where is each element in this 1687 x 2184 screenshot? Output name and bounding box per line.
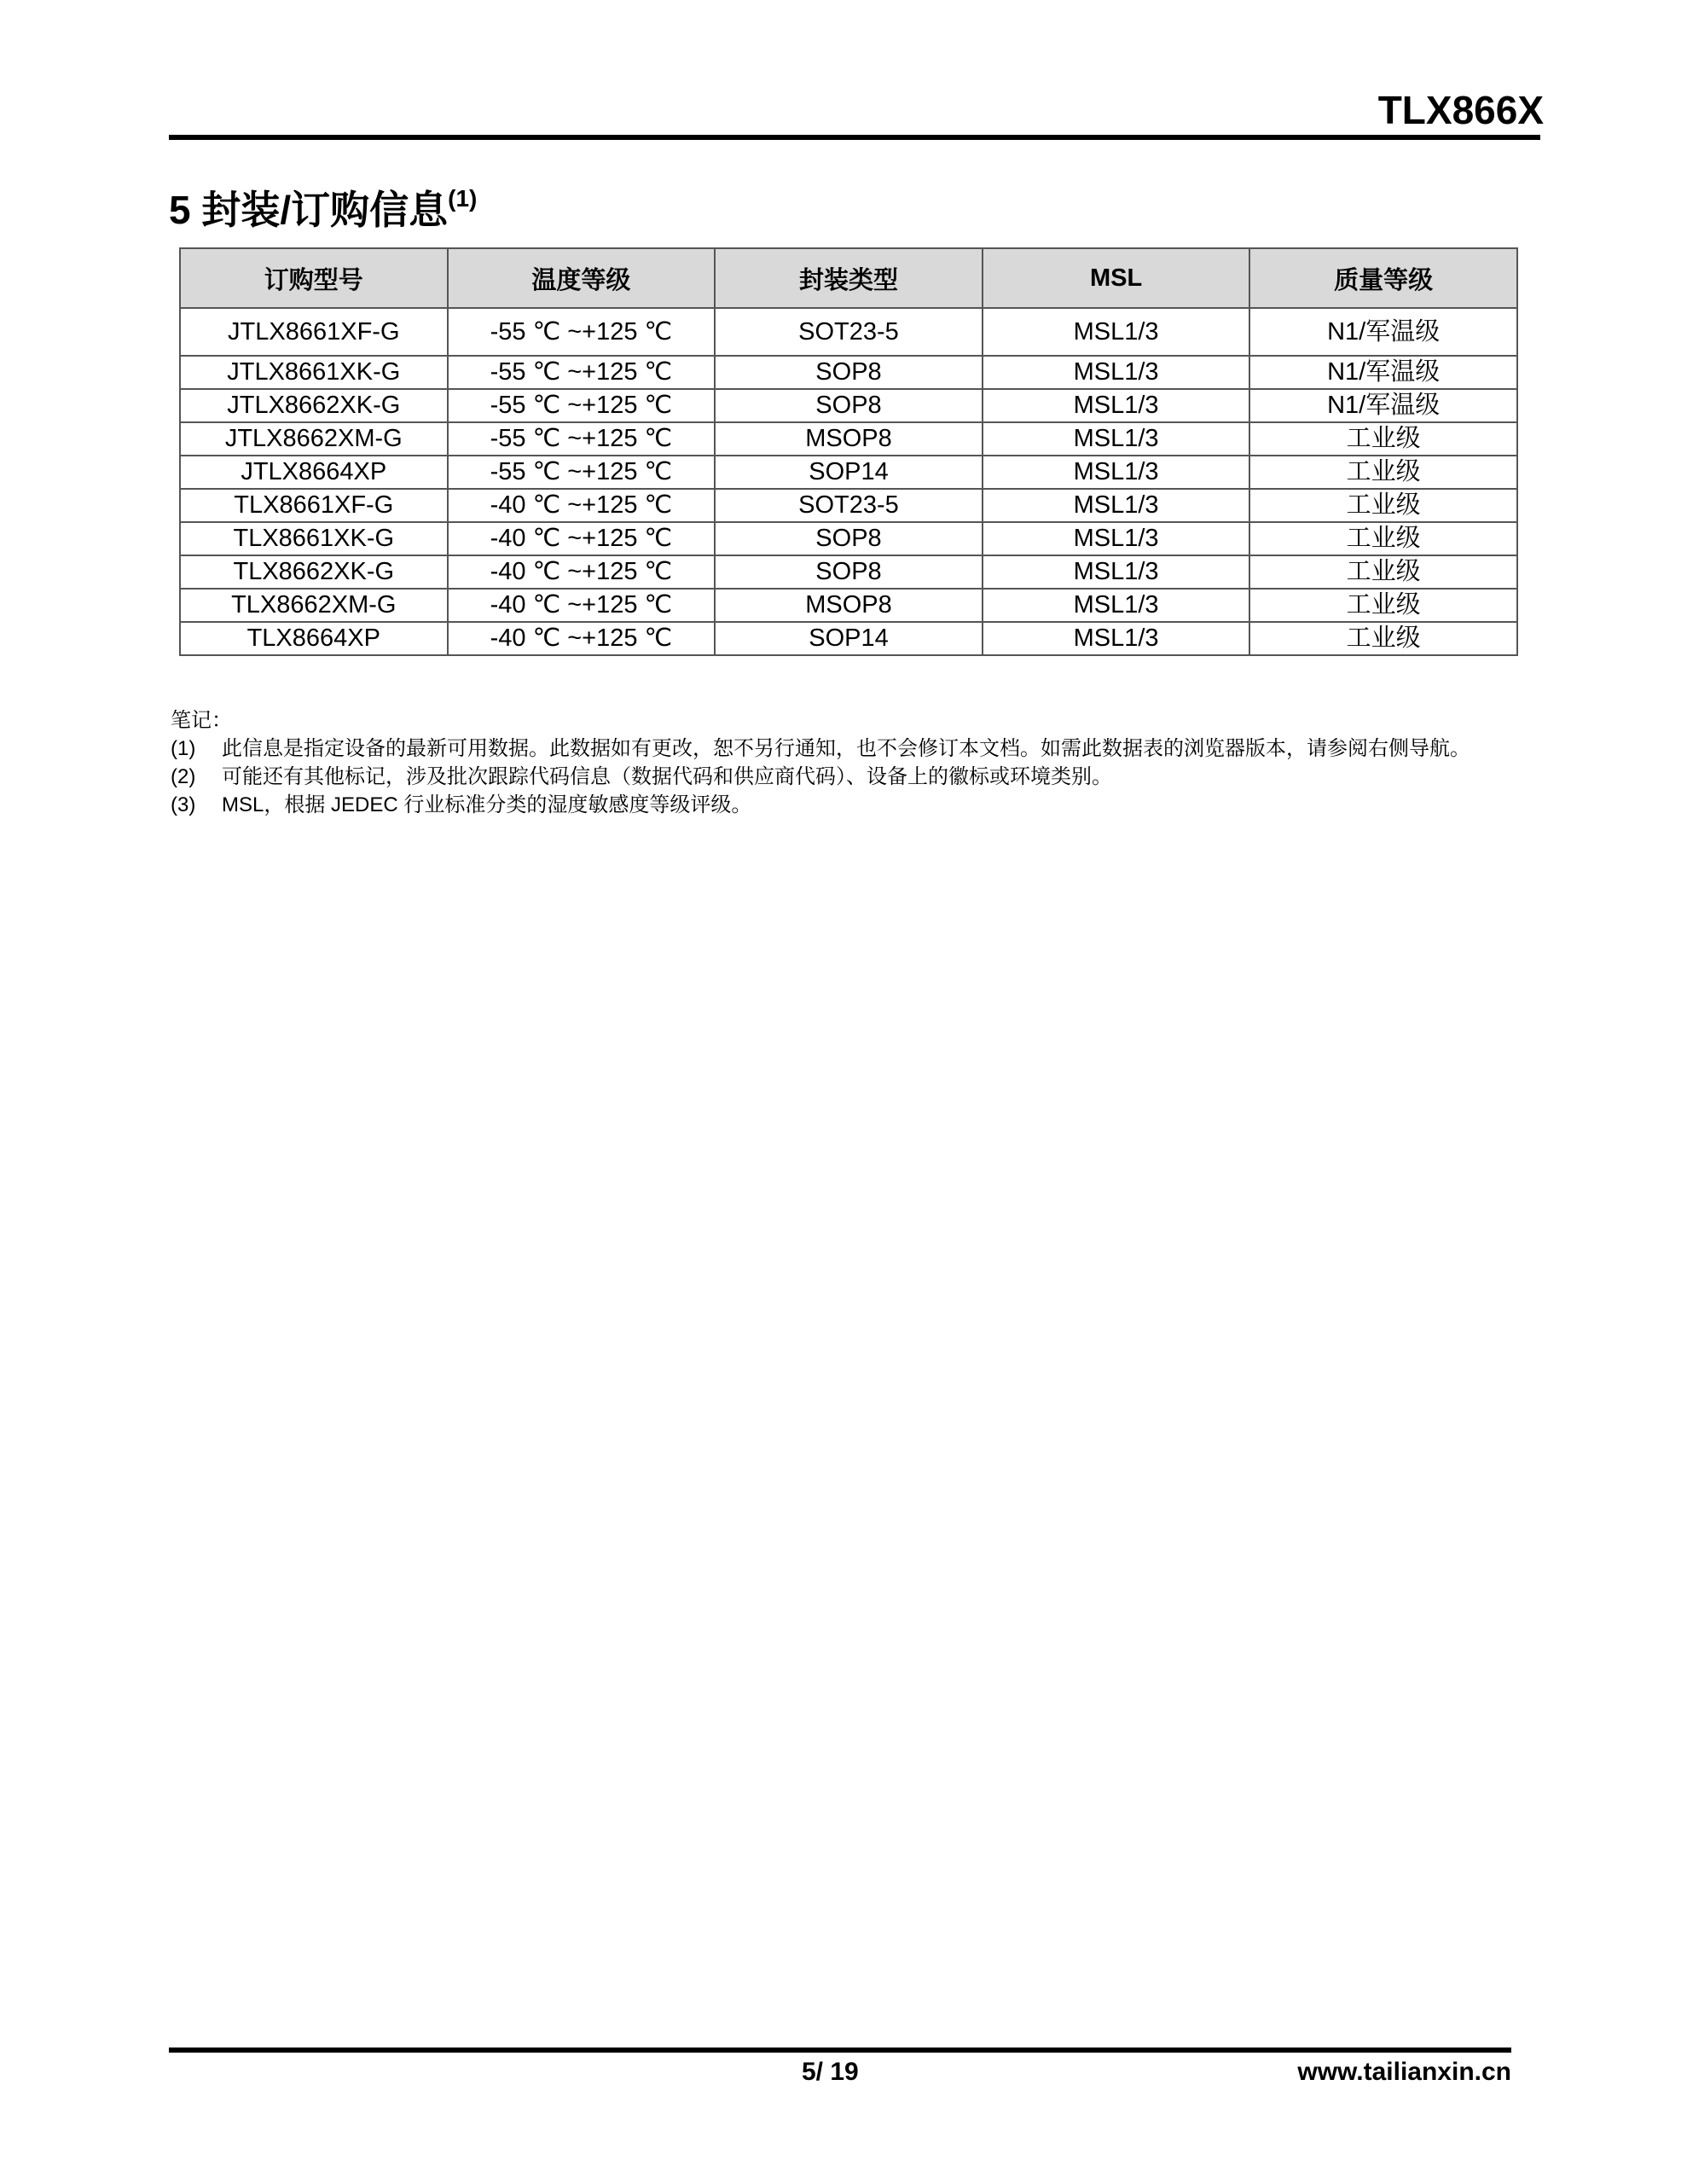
- cell-quality: 工业级: [1249, 422, 1517, 456]
- section-title: [169, 179, 477, 235]
- cell-quality: 工业级: [1249, 456, 1517, 489]
- column-header-temperature: 温度等级: [448, 248, 716, 308]
- cell-package: SOT23-5: [715, 308, 983, 356]
- cell-quality: 工业级: [1249, 589, 1517, 622]
- footer-rule: [169, 2048, 1511, 2053]
- cell-temperature: -55 ℃ ~+125 ℃: [448, 456, 716, 489]
- cell-temperature: -55 ℃ ~+125 ℃: [448, 308, 716, 356]
- cell-package: SOP14: [715, 456, 983, 489]
- cell-package: SOP8: [715, 389, 983, 422]
- cell-package: SOP14: [715, 622, 983, 655]
- footnote-ref: (1): [448, 184, 478, 212]
- cell-part-number: JTLX8661XK-G: [180, 356, 448, 389]
- note-text: 可能还有其他标记，涉及批次跟踪代码信息（数据代码和供应商代码）、设备上的徽标或环境类别。: [222, 765, 1112, 788]
- page-number: 5/ 19: [802, 2058, 859, 2086]
- cell-package: SOP8: [715, 522, 983, 555]
- notes-section: [171, 706, 1518, 819]
- table-header-row: [180, 248, 1517, 308]
- cell-msl: MSL1/3: [983, 489, 1250, 522]
- table-row: [180, 308, 1517, 356]
- cell-part-number: TLX8661XF-G: [180, 489, 448, 522]
- document-title: TLX866X: [1377, 88, 1544, 132]
- table-row: [180, 422, 1517, 456]
- cell-temperature: -55 ℃ ~+125 ℃: [448, 422, 716, 456]
- cell-part-number: JTLX8662XM-G: [180, 422, 448, 456]
- note-item: [171, 735, 1518, 763]
- note-text: MSL，根据 JEDEC 行业标准分类的湿度敏感度等级评级。: [222, 793, 752, 816]
- section-heading: 封装/订购信息: [201, 188, 449, 232]
- ordering-table: [179, 247, 1518, 656]
- cell-temperature: -40 ℃ ~+125 ℃: [448, 589, 716, 622]
- note-number: (3): [171, 793, 196, 816]
- table-row: [180, 589, 1517, 622]
- cell-temperature: -55 ℃ ~+125 ℃: [448, 356, 716, 389]
- table-row: [180, 356, 1517, 389]
- cell-msl: MSL1/3: [983, 456, 1250, 489]
- cell-part-number: TLX8661XK-G: [180, 522, 448, 555]
- table-row: [180, 555, 1517, 589]
- cell-quality: N1/军温级: [1249, 389, 1517, 422]
- cell-msl: MSL1/3: [983, 555, 1250, 589]
- cell-quality: 工业级: [1249, 622, 1517, 655]
- note-text: 此信息是指定设备的最新可用数据。此数据如有更改，恕不另行通知，也不会修订本文档。如需此数据表的浏览器版本，请参阅右侧导航。: [222, 737, 1470, 760]
- cell-package: MSOP8: [715, 422, 983, 456]
- column-header-quality: 质量等级: [1249, 248, 1517, 308]
- cell-quality: 工业级: [1249, 522, 1517, 555]
- cell-package: MSOP8: [715, 589, 983, 622]
- cell-quality: N1/军温级: [1249, 356, 1517, 389]
- website-link[interactable]: www.tailianxin.cn: [1297, 2058, 1511, 2086]
- cell-temperature: -55 ℃ ~+125 ℃: [448, 389, 716, 422]
- column-header-package: 封装类型: [715, 248, 983, 308]
- cell-package: SOT23-5: [715, 489, 983, 522]
- header-rule: [169, 135, 1540, 140]
- cell-part-number: JTLX8664XP: [180, 456, 448, 489]
- notes-heading: 笔记：: [171, 709, 232, 732]
- table-row: [180, 622, 1517, 655]
- cell-quality: 工业级: [1249, 555, 1517, 589]
- column-header-part-number: 订购型号: [180, 248, 448, 308]
- cell-temperature: -40 ℃ ~+125 ℃: [448, 489, 716, 522]
- table-row: [180, 489, 1517, 522]
- section-number: 5: [169, 188, 191, 232]
- table-row: [180, 522, 1517, 555]
- cell-msl: MSL1/3: [983, 356, 1250, 389]
- cell-quality: 工业级: [1249, 489, 1517, 522]
- cell-msl: MSL1/3: [983, 308, 1250, 356]
- cell-msl: MSL1/3: [983, 522, 1250, 555]
- note-number: (2): [171, 765, 196, 788]
- cell-temperature: -40 ℃ ~+125 ℃: [448, 522, 716, 555]
- cell-part-number: TLX8662XM-G: [180, 589, 448, 622]
- table-row: [180, 389, 1517, 422]
- table-row: [180, 456, 1517, 489]
- cell-msl: MSL1/3: [983, 589, 1250, 622]
- cell-temperature: -40 ℃ ~+125 ℃: [448, 555, 716, 589]
- cell-part-number: JTLX8661XF-G: [180, 308, 448, 356]
- note-number: (1): [171, 737, 196, 760]
- cell-package: SOP8: [715, 555, 983, 589]
- note-item: [171, 791, 1518, 819]
- cell-msl: MSL1/3: [983, 622, 1250, 655]
- cell-msl: MSL1/3: [983, 389, 1250, 422]
- cell-part-number: TLX8664XP: [180, 622, 448, 655]
- cell-part-number: JTLX8662XK-G: [180, 389, 448, 422]
- cell-part-number: TLX8662XK-G: [180, 555, 448, 589]
- cell-package: SOP8: [715, 356, 983, 389]
- cell-quality: N1/军温级: [1249, 308, 1517, 356]
- note-item: [171, 763, 1518, 791]
- column-header-msl: MSL: [983, 248, 1250, 308]
- cell-msl: MSL1/3: [983, 422, 1250, 456]
- cell-temperature: -40 ℃ ~+125 ℃: [448, 622, 716, 655]
